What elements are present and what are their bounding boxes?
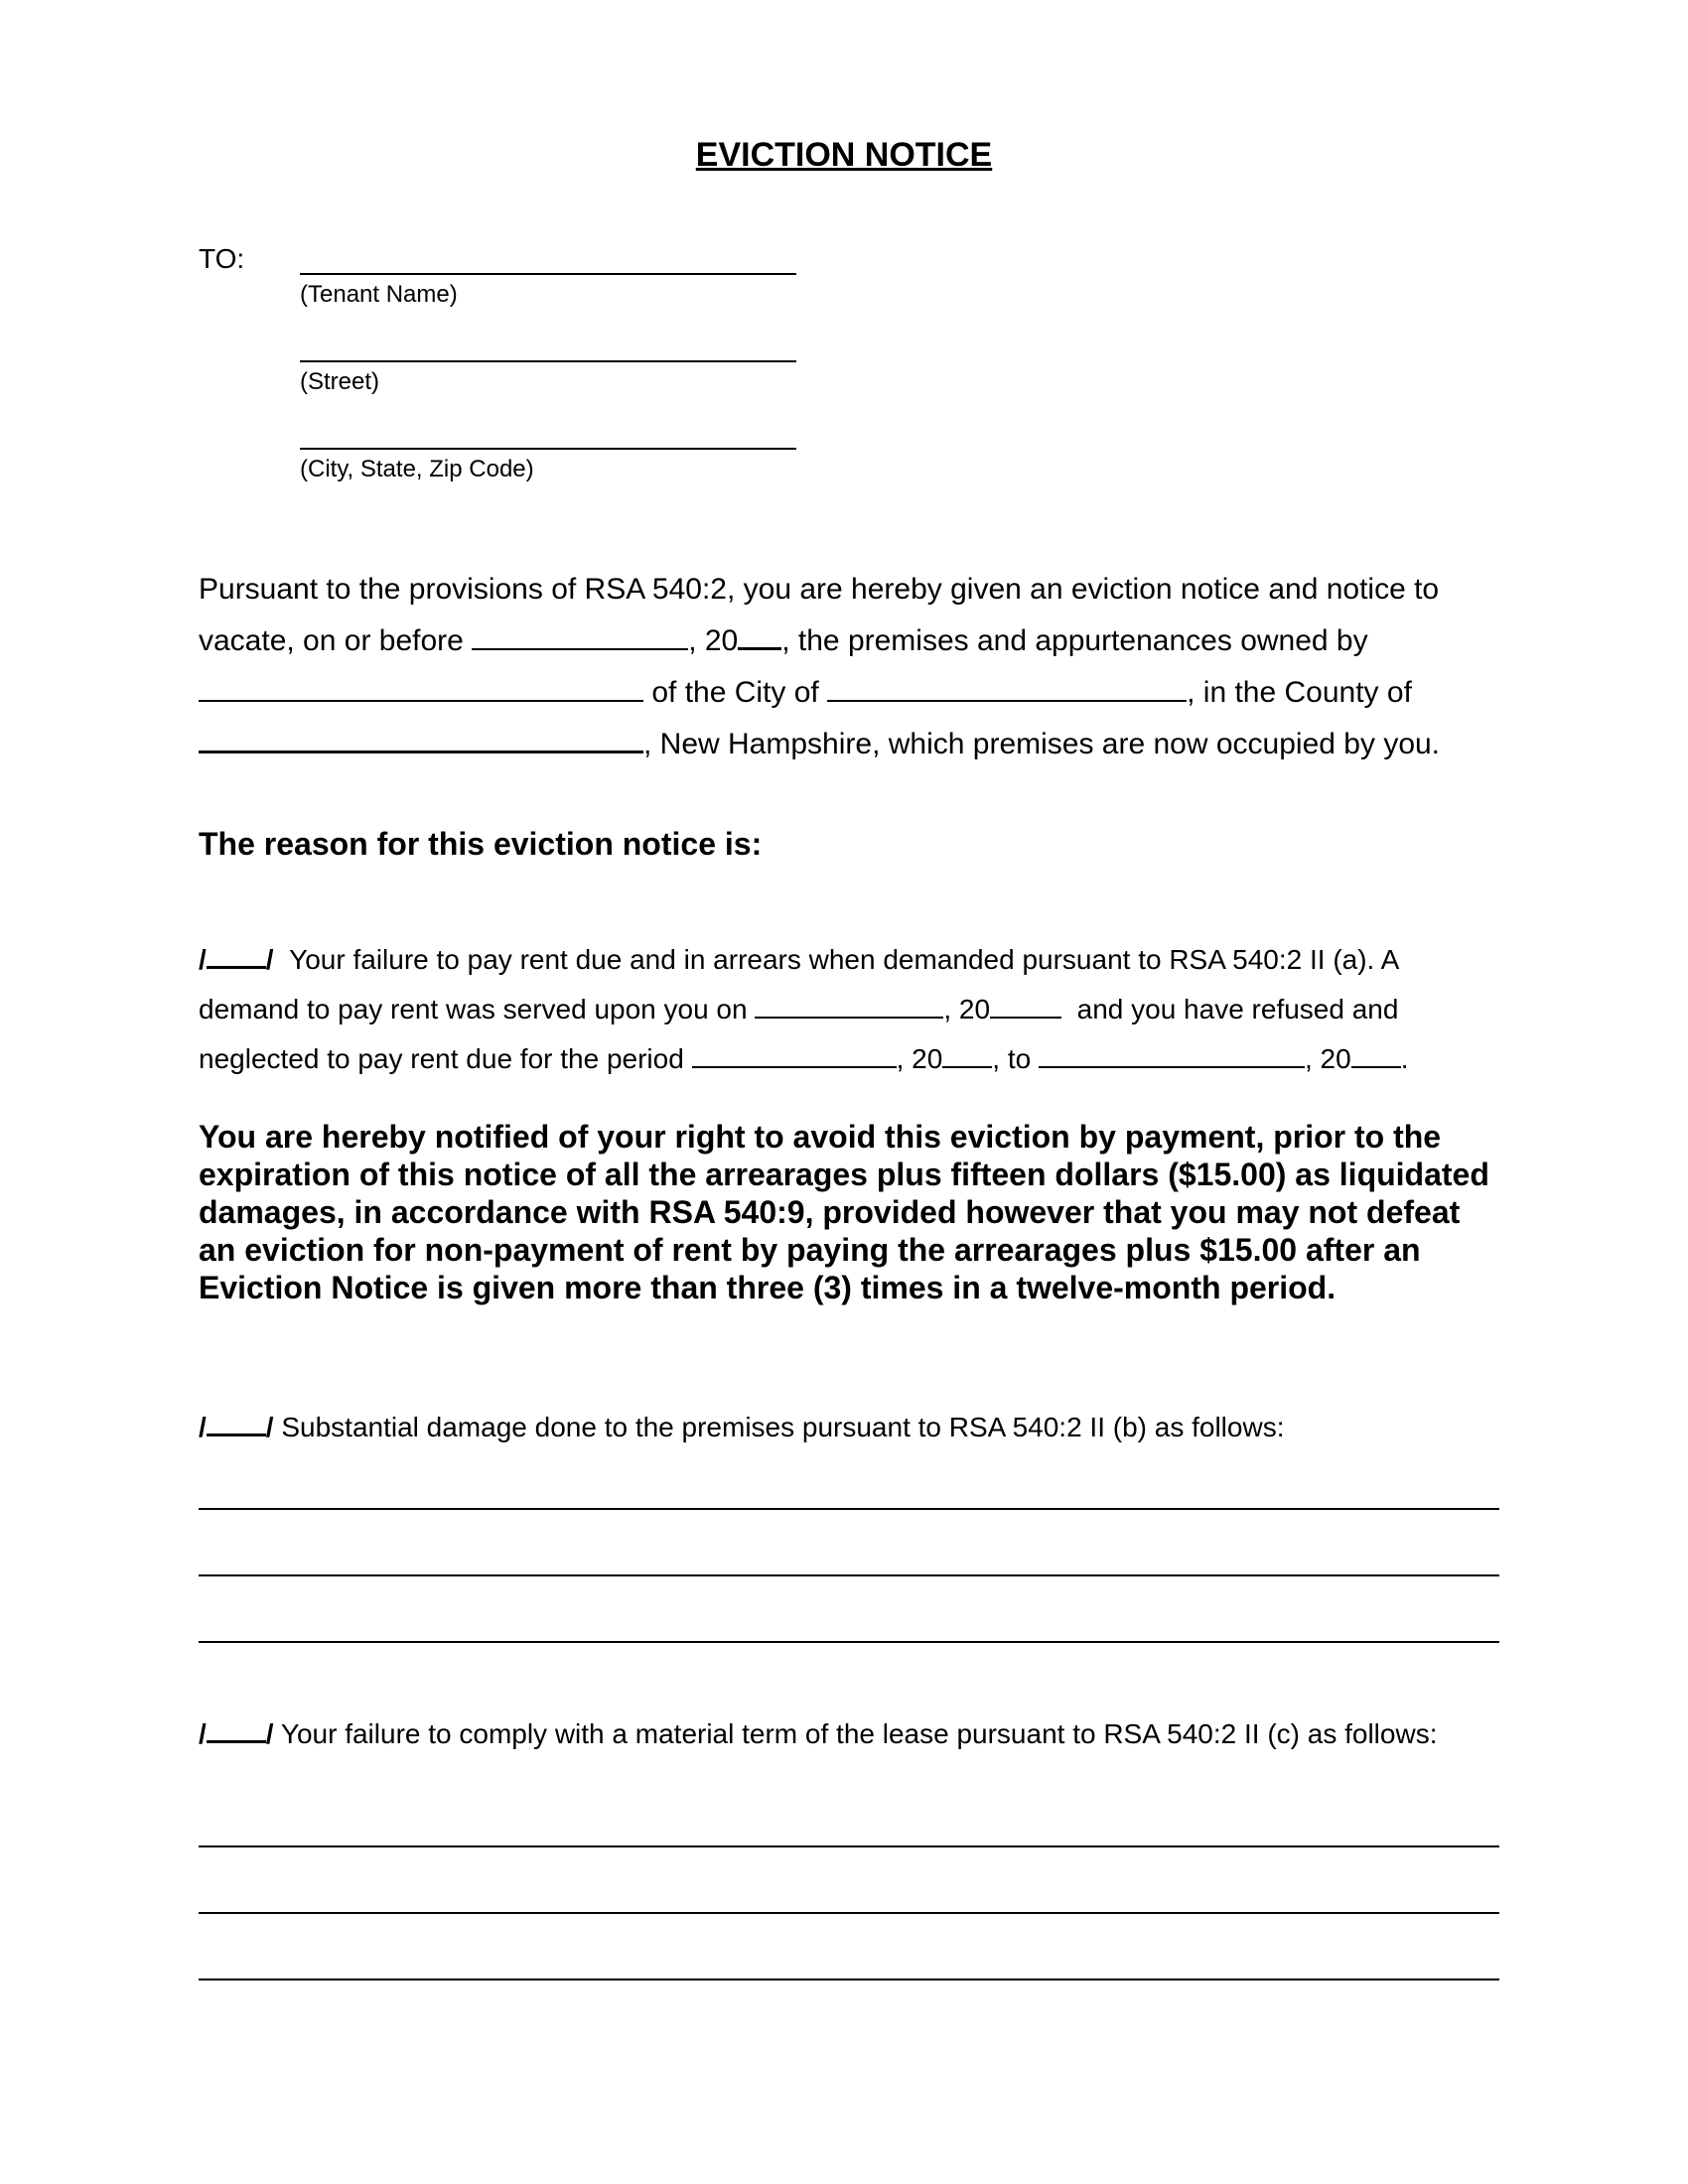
pursuant-line-3 (199, 667, 1440, 719)
street-caption: (Street) (300, 368, 380, 395)
option-a-text: , to (992, 1043, 1032, 1074)
demand-date-field[interactable] (755, 1016, 943, 1019)
lease-violation-line-2[interactable] (199, 1912, 1499, 1914)
pursuant-text: , 20 (688, 624, 739, 657)
cure-right-notice: You are hereby notified of your right to avoid this eviction by payment, prior to the expiration of this notice of all the arrearages plus fifteen dollars ($15.00) as liquidated damages, in accordance with RSA 540:9, provided however that you may not defeat an eviction for non-payment of rent by paying the arrearages plus $15.00 after an Eviction Notice is given more than three (3) times in a twelve-month period. (199, 1119, 1489, 1305)
checkbox-slash: / (199, 1718, 207, 1749)
pursuant-text: of the City of (651, 676, 819, 709)
damage-checkbox[interactable] (199, 1412, 274, 1442)
option-a-text: demand to pay rent was served upon you on (199, 994, 748, 1024)
street-field[interactable] (300, 360, 796, 362)
city-state-zip-caption: (City, State, Zip Code) (300, 456, 534, 482)
option-a-text: . (1400, 1043, 1409, 1074)
option-a-text: Your failure to pay rent due and in arrears when demanded pursuant to RSA 540:2 II (a). A (289, 944, 1400, 975)
option-b-text: Substantial damage done to the premises pursuant to RSA 540:2 II (b) as follows: (281, 1412, 1285, 1442)
tenant-name-caption: (Tenant Name) (300, 281, 458, 308)
demand-year-field[interactable] (990, 1016, 1061, 1019)
reason-option-lease-violation (199, 1717, 1499, 1751)
period-end-date-field[interactable] (1039, 1065, 1305, 1068)
damage-description-line-3[interactable] (199, 1641, 1499, 1643)
pursuant-text: , the premises and appurtenances owned by (781, 624, 1368, 657)
damage-description-line-1[interactable] (199, 1508, 1499, 1510)
pursuant-line-1: Pursuant to the provisions of RSA 540:2, you are hereby given an eviction notice and notice to (199, 573, 1440, 606)
option-a-text: neglected to pay rent due for the period (199, 1043, 684, 1074)
option-a-line-3 (199, 1034, 1408, 1084)
tenant-name-field[interactable] (300, 273, 796, 275)
checkbox-slash: / (199, 944, 207, 975)
pursuant-text: , in the County of (1187, 676, 1412, 709)
period-start-date-field[interactable] (692, 1065, 897, 1068)
option-a-text: and you have refused and (1076, 994, 1399, 1024)
owner-name-field[interactable] (199, 699, 643, 702)
checkbox-slash: / (265, 944, 274, 975)
option-c-text: Your failure to comply with a material term of the lease pursuant to RSA 540:2 II (c) as follows: (280, 1718, 1438, 1749)
checkbox-blank (207, 1433, 266, 1436)
city-field[interactable] (827, 699, 1187, 702)
pursuant-line-4 (199, 719, 1440, 770)
damage-description-line-2[interactable] (199, 1574, 1499, 1576)
pursuant-line-2 (199, 615, 1440, 667)
reason-option-damage (199, 1412, 1284, 1443)
option-a-text: , 20 (1304, 1043, 1351, 1074)
checkbox-slash: / (265, 1412, 274, 1442)
reason-heading: The reason for this eviction notice is: (199, 826, 763, 862)
lease-violation-line-1[interactable] (199, 1845, 1499, 1847)
period-start-year-field[interactable] (942, 1065, 992, 1068)
county-field[interactable] (199, 750, 643, 753)
nonpayment-checkbox[interactable] (199, 944, 274, 975)
checkbox-blank (207, 965, 266, 969)
city-state-zip-field[interactable] (300, 448, 796, 450)
lease-violation-checkbox[interactable] (199, 1718, 274, 1749)
page-title: EVICTION NOTICE (695, 136, 993, 174)
checkbox-slash: / (199, 1412, 207, 1442)
option-a-text: , 20 (943, 994, 991, 1024)
pursuant-paragraph (199, 564, 1440, 770)
checkbox-blank (207, 1739, 266, 1743)
option-a-text: , 20 (896, 1043, 943, 1074)
pursuant-text: , New Hampshire, which premises are now occupied by you. (643, 728, 1441, 760)
vacate-date-field[interactable] (472, 647, 688, 650)
lease-violation-line-3[interactable] (199, 1979, 1499, 1980)
to-label: TO: (199, 243, 245, 274)
option-a-line-1 (199, 935, 1408, 985)
option-a-line-2 (199, 985, 1408, 1034)
reason-option-nonpayment (199, 935, 1408, 1084)
pursuant-text: vacate, on or before (199, 624, 464, 657)
checkbox-slash: / (265, 1718, 274, 1749)
period-end-year-field[interactable] (1351, 1065, 1401, 1068)
vacate-year-field[interactable] (738, 646, 781, 650)
